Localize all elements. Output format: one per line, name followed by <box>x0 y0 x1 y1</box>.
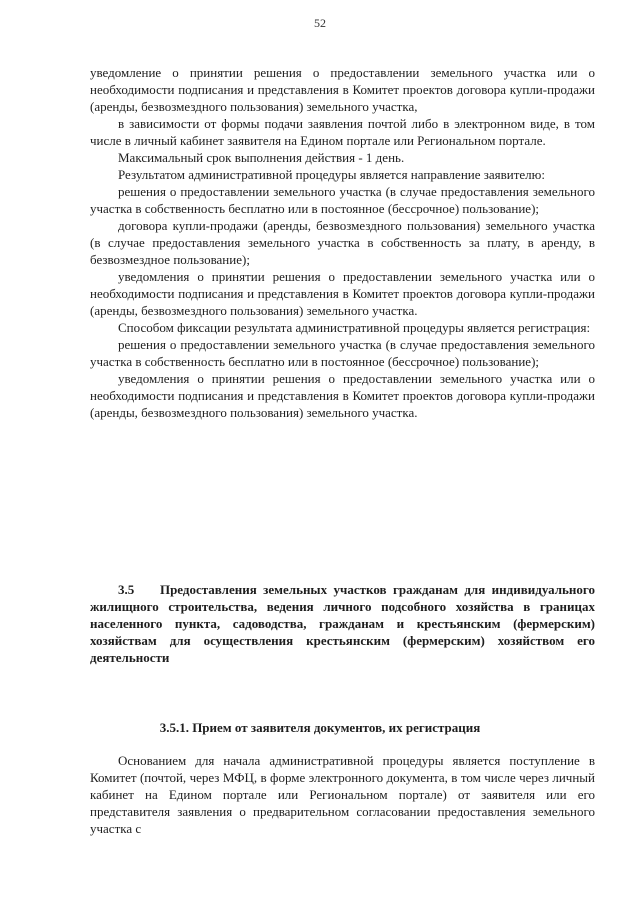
paragraph: уведомления о принятии решения о предоставлении земельного участка или о необходимости подписания и представления в Комитет проектов договора купли-продажи (аренды, безвозмездного пользования) земельного участка. <box>90 371 595 420</box>
paragraph: Максимальный срок выполнения действия - 1 день. <box>118 150 405 165</box>
section-heading <box>90 581 595 666</box>
paragraph: уведомления о принятии решения о предоставлении земельного участка или о необходимости подписания и представления в Комитет проектов договора купли-продажи (аренды, безвозмездного пользования) земельного участка. <box>90 269 595 318</box>
paragraph: решения о предоставлении земельного участка (в случае предоставления земельного участка в собственность бесплатно или в постоянное (бессрочное) пользование); <box>90 337 595 369</box>
paragraph: уведомление о принятии решения о предоставлении земельного участка или о необходимости подписания и представления в Комитет проектов договора купли-продажи (аренды, безвозмездного пользования) земельного участка, <box>90 65 595 114</box>
section-title: Предоставления земельных участков гражданам для индивидуального жилищного строительства, ведения личного подсобного хозяйства в границах населенного пункта, садоводства, гражданам и крестьянским (фермерским) хозяйствам для осуществления крестьянским (фермерским) хозяйством его деятельности <box>90 582 595 665</box>
section-number: 3.5 <box>118 582 135 597</box>
subsection-heading: 3.5.1. Прием от заявителя документов, их регистрация <box>159 720 481 735</box>
closing-text <box>90 752 595 837</box>
body-text <box>90 64 595 421</box>
paragraph: в зависимости от формы подачи заявления почтой либо в электронном виде, в том числе в личный кабинет заявителя на Едином портале или Региональном портале. <box>90 116 595 148</box>
paragraph: договора купли-продажи (аренды, безвозмездного пользования) земельного участка (в случае предоставления земельного участка в собственность за плату, в аренду, в безвозмездное пользование); <box>90 218 595 267</box>
paragraph: решения о предоставлении земельного участка (в случае предоставления земельного участка в собственность бесплатно или в постоянное (бессрочное) пользование); <box>90 184 595 216</box>
paragraph: Основанием для начала административной процедуры является поступление в Комитет (почтой, через МФЦ, в форме электронного документа, в том числе через личный кабинет на Едином портале или Региональном портале) от заявителя или его представителя заявления о предварительном согласовании предоставления земельного участка с <box>90 753 595 836</box>
paragraph: Результатом административной процедуры является направление заявителю: <box>118 167 545 182</box>
paragraph: Способом фиксации результата административной процедуры является регистрация: <box>118 320 591 335</box>
page-number: 52 <box>314 16 326 30</box>
